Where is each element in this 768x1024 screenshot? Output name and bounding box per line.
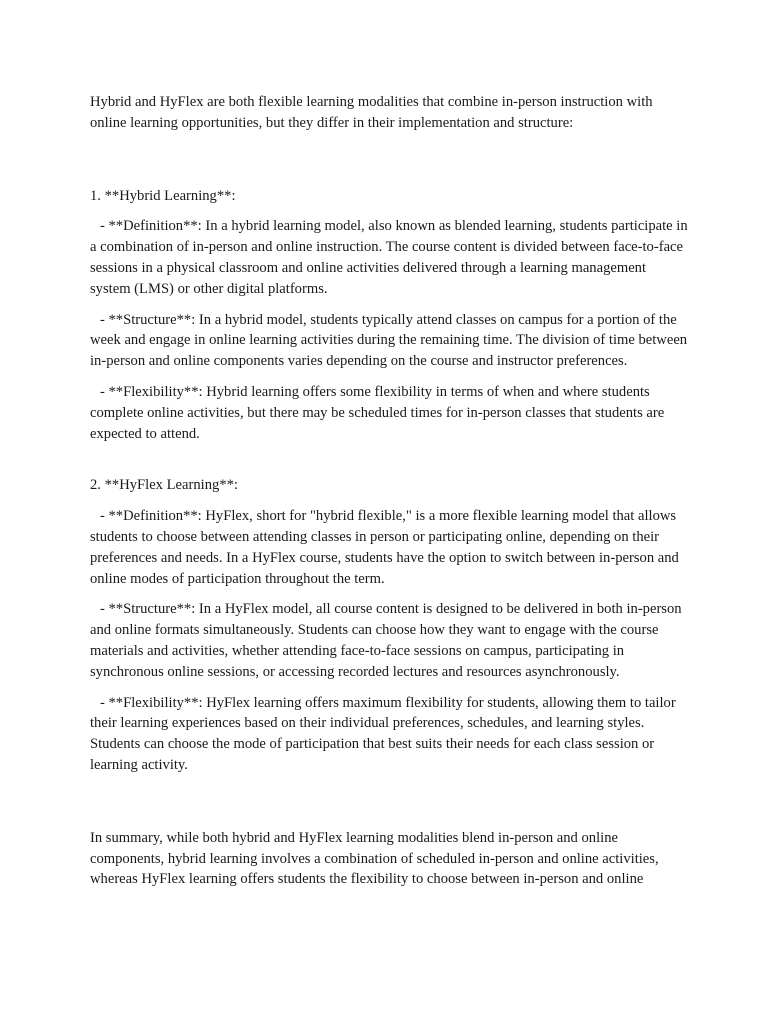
hyflex-flexibility-paragraph: - **Flexibility**: HyFlex learning offers maximum flexibility for students, allowing them to tailor their learning experiences based on their individual preferences, schedules, and learning styles. Students can choose the mode of participation that best suits their needs for each class session or learning activity. bbox=[90, 694, 676, 773]
section-hyflex-learning bbox=[90, 475, 690, 775]
document-page bbox=[90, 92, 690, 890]
hybrid-definition-paragraph: - **Definition**: In a hybrid learning model, also known as blended learning, students participate in a combination of in-person and online instruction. The course content is divided between face-to-face sessions in a physical classroom and online activities delivered through a learning management system (LMS) or other digital platforms. bbox=[90, 218, 688, 297]
intro-paragraph: Hybrid and HyFlex are both flexible learning modalities that combine in-person instruction with online learning opportunities, but they differ in their implementation and structure: bbox=[90, 94, 653, 131]
summary-paragraph: In summary, while both hybrid and HyFlex learning modalities blend in-person and online components, hybrid learning involves a combination of scheduled in-person and online activities, whereas HyFlex learning offers students the flexibility to choose between in-person and online bbox=[90, 829, 659, 888]
hyflex-definition-paragraph: - **Definition**: HyFlex, short for "hybrid flexible," is a more flexible learning model that allows students to choose between attending classes in person or participating online, depending on their preferences and needs. In a HyFlex course, students have the option to switch between in-person and online modes of participation throughout the term. bbox=[90, 508, 679, 587]
section-hybrid-learning bbox=[90, 186, 690, 445]
hyflex-structure-paragraph: - **Structure**: In a HyFlex model, all course content is designed to be delivered in both in-person and online formats simultaneously. Students can choose how they want to engage with the course materials and activities, whether attending face-to-face sessions on campus, participating in synchronous online sessions, or accessing recorded lectures and resources asynchronously. bbox=[90, 601, 682, 680]
section-heading: 1. **Hybrid Learning**: bbox=[90, 187, 236, 204]
hybrid-structure-paragraph: - **Structure**: In a hybrid model, students typically attend classes on campus for a portion of the week and engage in online learning activities during the remaining time. The division of time between in-person and online components varies depending on the course and instructor preferences. bbox=[90, 311, 688, 370]
section-heading: 2. **HyFlex Learning**: bbox=[90, 477, 238, 494]
hybrid-flexibility-paragraph: - **Flexibility**: Hybrid learning offers some flexibility in terms of when and where students complete online activities, but there may be scheduled times for in-person classes that students are expected to attend. bbox=[90, 383, 665, 442]
